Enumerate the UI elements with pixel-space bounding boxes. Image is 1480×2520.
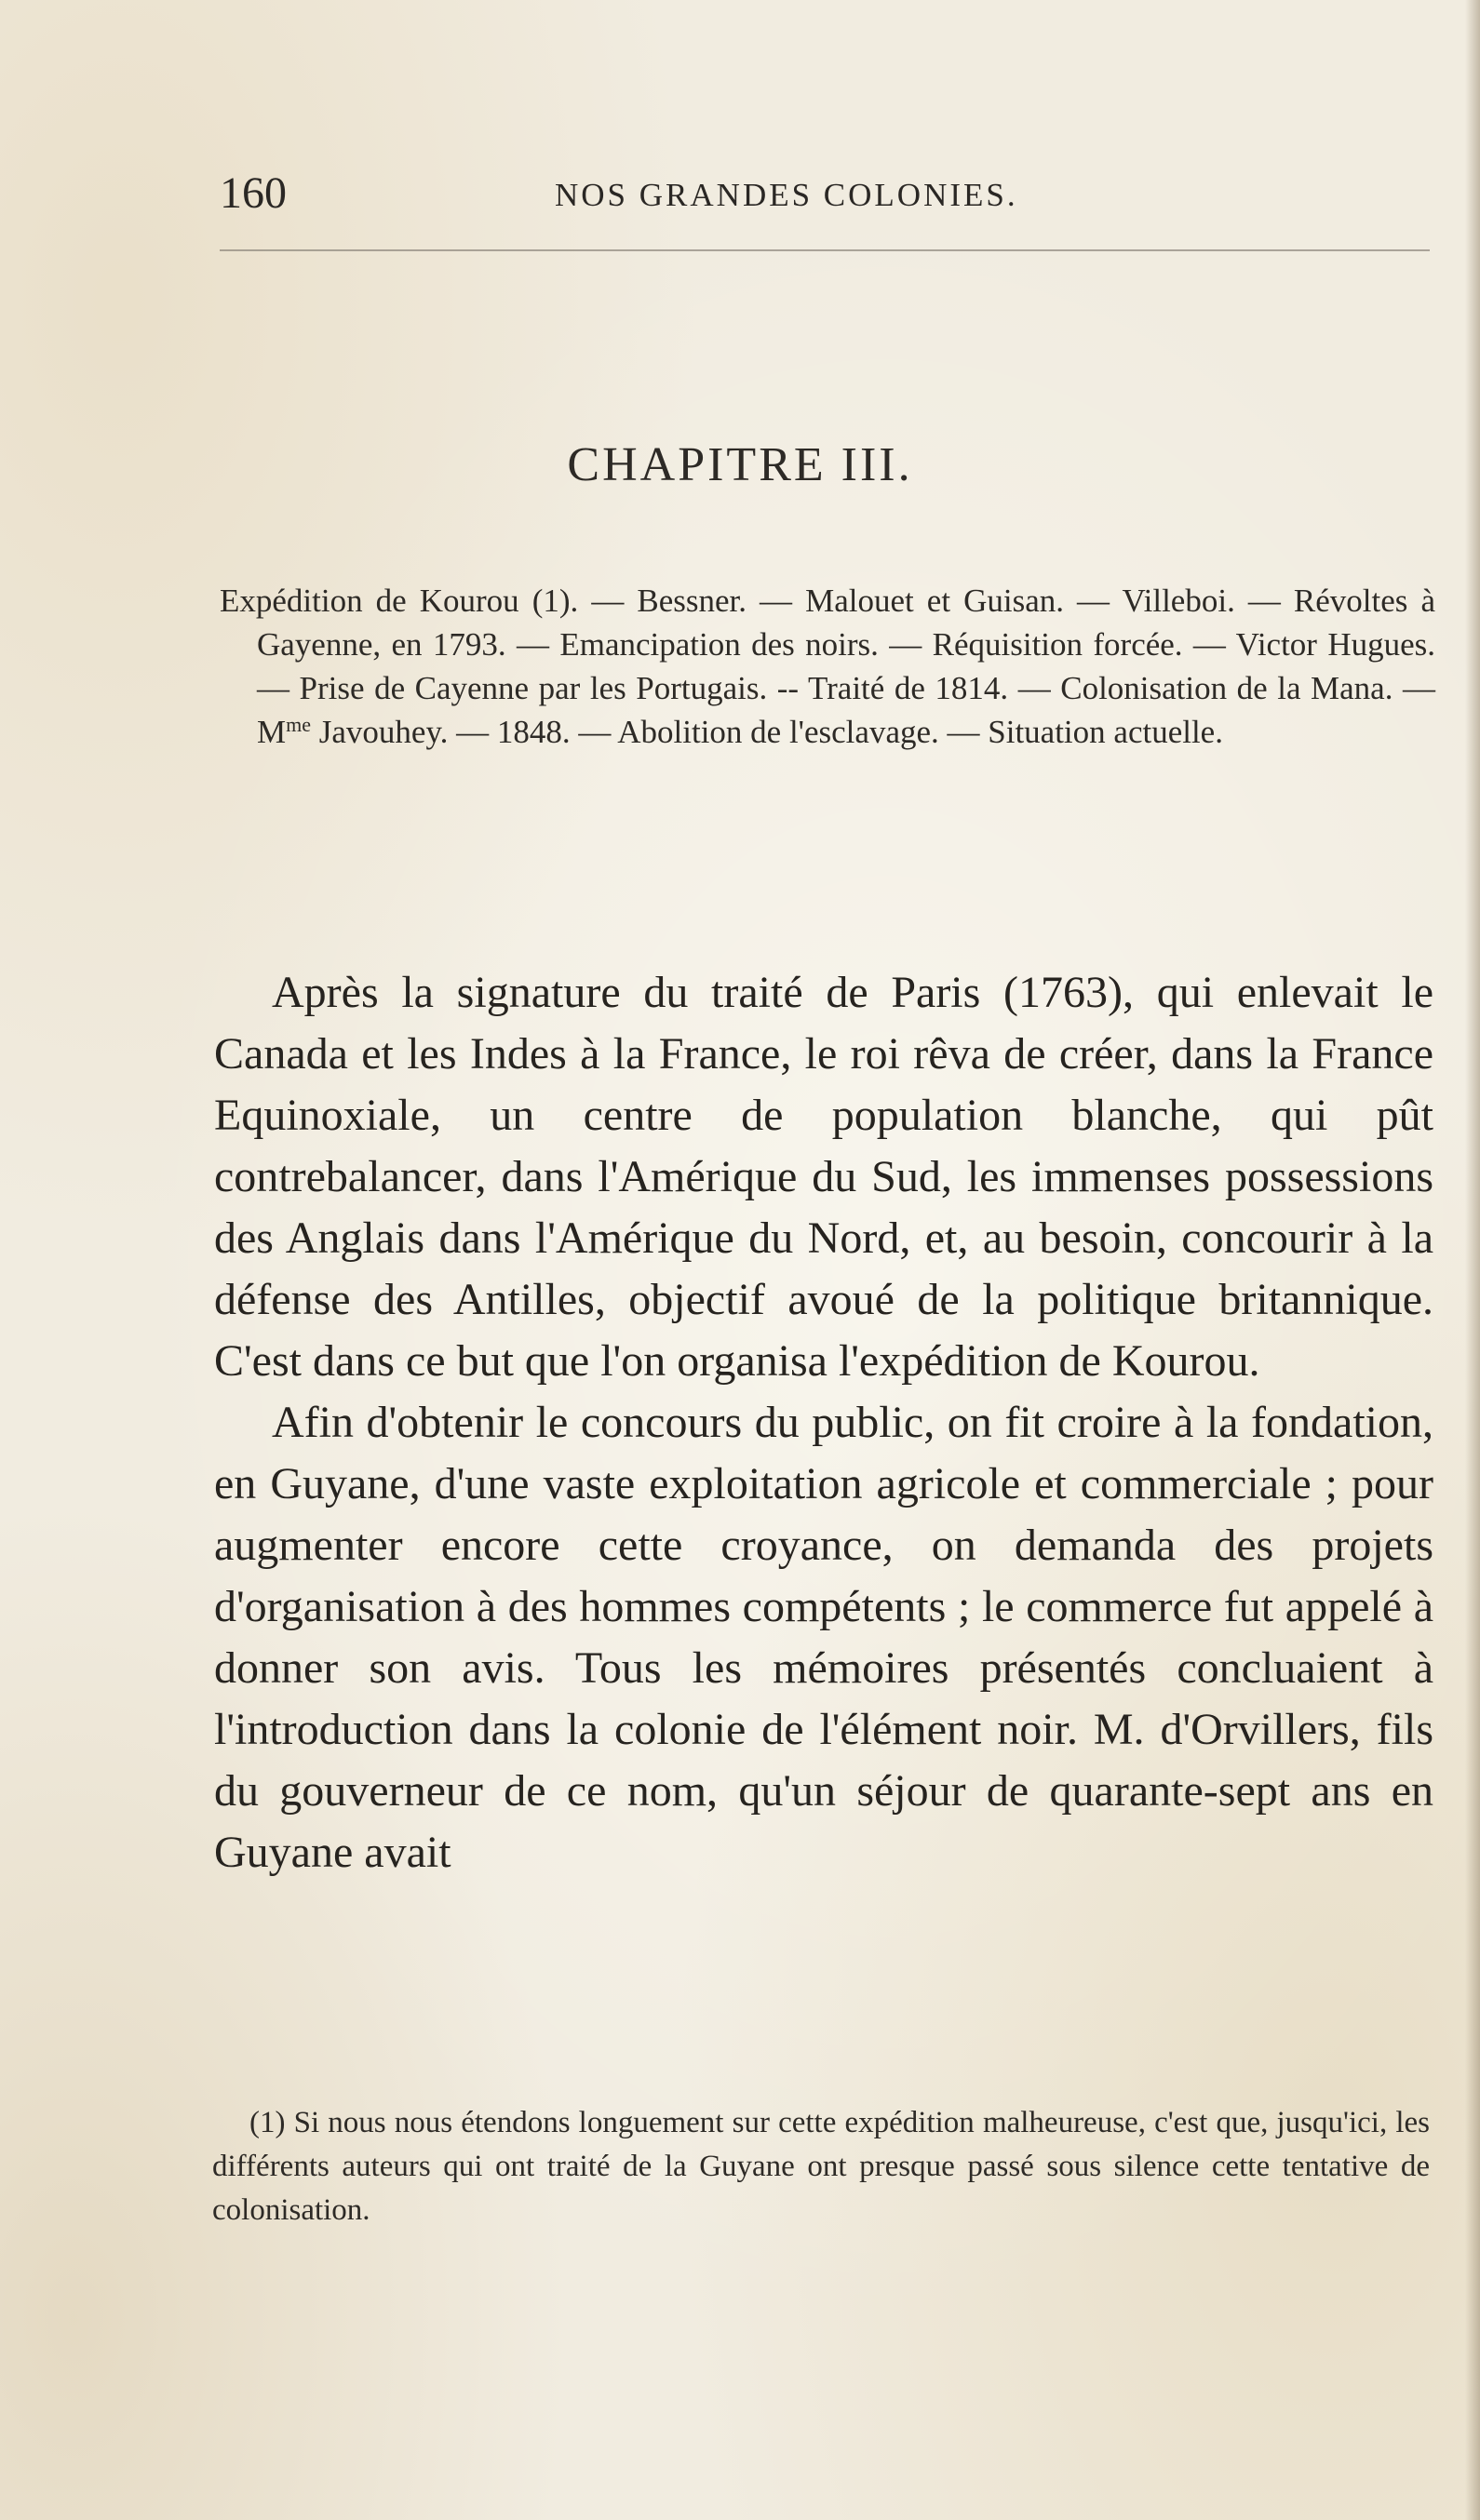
footnote-text: (1) Si nous nous étendons longuement sur cette expédition malheureuse, c'est que, jusqu'ici, les différents auteurs qui ont traité de la Guyane ont presque passé sous silence cette tentative de colonisation. [212,2106,1430,2227]
page-edge-shadow [1465,0,1480,2520]
summary-paragraph [220,579,1435,754]
page-number: 160 [220,168,287,218]
page-header [220,166,1430,221]
chapter-title: CHAPITRE III. [567,438,913,491]
body-paragraph-2: Afin d'obtenir le concours du public, on fit croire à la fondation, en Guyane, d'une vaste exploitation agricole et commerciale ; pour augmenter encore cette croyance, on demanda des projets d'organisation à des hommes compétents ; le commerce fut appelé à donner son avis. Tous les mémoires présentés concluaient à l'introduction dans la colonie de l'élément noir. M. d'Orvillers, fils du gouverneur de ce nom, qu'un séjour de quarante-sept ans en Guyane avait [214,1398,1433,1877]
chapter-summary [220,579,1435,754]
running-head: NOS GRANDES COLONIES. [555,177,1018,213]
summary-text-part2: Javouhey. — 1848. — Abolition de l'esclavage. — Situation actuelle. [311,714,1223,750]
header-rule [220,249,1430,251]
summary-text-part1: Expédition de Kourou (1). — Bessner. — Malouet et Guisan. — Villeboi. — Révoltes à Gayenne, en 1793. — Emancipation des noirs. — Réquisition forcée. — Victor Hugues. — Prise de Cayenne par les Portugais. -- Traité de 1814. — Colonisation de la Mana. — M [220,583,1435,750]
footnote [212,2101,1430,2232]
body-text [214,962,1433,1883]
body-paragraph-1: Après la signature du traité de Paris (1763), qui enlevait le Canada et les Indes à la France, le roi rêva de créer, dans la France Equinoxiale, un centre de population blanche, qui pût contrebalancer, dans l'Amérique du Sud, les immenses possessions des Anglais dans l'Amérique du Nord, et, au besoin, concourir à la défense des Antilles, objectif avoué de la politique britannique. C'est dans ce but que l'on organisa l'expédition de Kourou. [214,968,1433,1386]
summary-superscript: me [286,713,312,736]
